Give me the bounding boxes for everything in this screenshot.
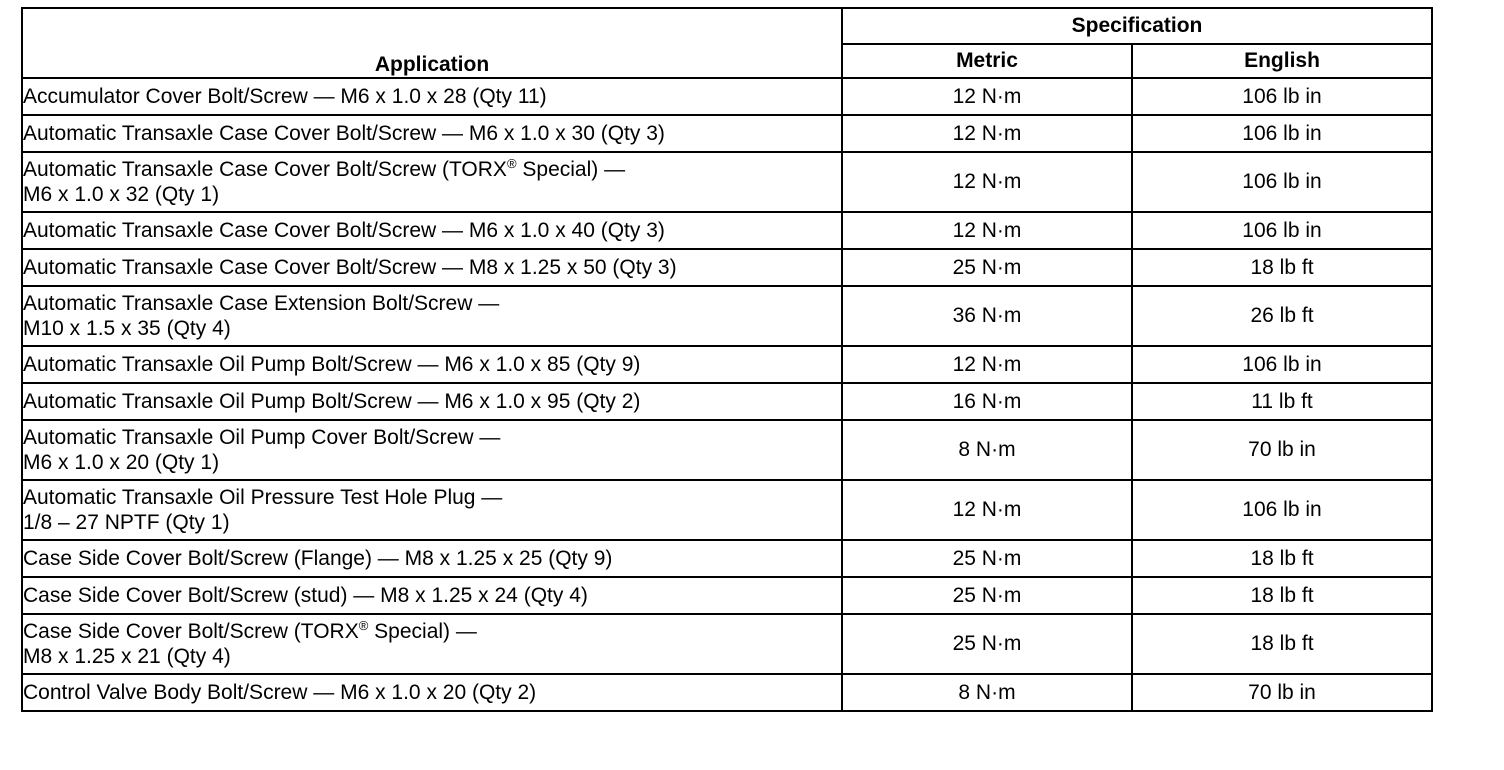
application-cell: Automatic Transaxle Case Cover Bolt/Screw — M6 x 1.0 x 40 (Qty 3)	[22, 212, 842, 249]
metric-cell: 12 N·m	[842, 346, 1132, 383]
table-row	[22, 152, 1432, 212]
metric-cell: 25 N·m	[842, 249, 1132, 286]
application-cell: Case Side Cover Bolt/Screw (TORX® Special) — M8 x 1.25 x 21 (Qty 4)	[22, 614, 842, 674]
metric-cell: 8 N·m	[842, 674, 1132, 711]
application-cell: Case Side Cover Bolt/Screw (stud) — M8 x 1.25 x 24 (Qty 4)	[22, 577, 842, 614]
table-row	[22, 614, 1432, 674]
table-row	[22, 78, 1432, 115]
english-cell: 18 lb ft	[1132, 249, 1432, 286]
table-row	[22, 286, 1432, 346]
english-cell: 26 lb ft	[1132, 286, 1432, 346]
table-row	[22, 577, 1432, 614]
metric-header: Metric	[842, 44, 1132, 78]
metric-cell: 25 N·m	[842, 614, 1132, 674]
metric-cell: 25 N·m	[842, 577, 1132, 614]
table-row	[22, 115, 1432, 152]
english-cell: 70 lb in	[1132, 674, 1432, 711]
application-cell: Automatic Transaxle Case Cover Bolt/Screw — M8 x 1.25 x 50 (Qty 3)	[22, 249, 842, 286]
table-row	[22, 212, 1432, 249]
english-cell: 106 lb in	[1132, 152, 1432, 212]
metric-cell: 12 N·m	[842, 115, 1132, 152]
table-row	[22, 383, 1432, 420]
registered-mark: ®	[506, 156, 517, 171]
application-cell: Automatic Transaxle Case Cover Bolt/Screw (TORX® Special) — M6 x 1.0 x 32 (Qty 1)	[22, 152, 842, 212]
application-cell: Automatic Transaxle Case Cover Bolt/Screw — M6 x 1.0 x 30 (Qty 3)	[22, 115, 842, 152]
english-header: English	[1132, 44, 1432, 78]
application-cell: Automatic Transaxle Oil Pump Bolt/Screw — M6 x 1.0 x 85 (Qty 9)	[22, 346, 842, 383]
metric-cell: 12 N·m	[842, 78, 1132, 115]
torque-spec-table	[21, 7, 1433, 712]
metric-cell: 12 N·m	[842, 152, 1132, 212]
application-cell: Automatic Transaxle Oil Pump Bolt/Screw — M6 x 1.0 x 95 (Qty 2)	[22, 383, 842, 420]
specification-header: Specification	[842, 8, 1432, 44]
table-row	[22, 480, 1432, 540]
english-cell: 106 lb in	[1132, 480, 1432, 540]
table-row	[22, 420, 1432, 480]
table-row	[22, 674, 1432, 711]
table-row	[22, 249, 1432, 286]
english-cell: 18 lb ft	[1132, 614, 1432, 674]
english-cell: 106 lb in	[1132, 346, 1432, 383]
english-cell: 70 lb in	[1132, 420, 1432, 480]
application-cell: Case Side Cover Bolt/Screw (Flange) — M8 x 1.25 x 25 (Qty 9)	[22, 540, 842, 577]
english-cell: 11 lb ft	[1132, 383, 1432, 420]
application-cell: Automatic Transaxle Case Extension Bolt/Screw — M10 x 1.5 x 35 (Qty 4)	[22, 286, 842, 346]
english-cell: 18 lb ft	[1132, 577, 1432, 614]
english-cell: 106 lb in	[1132, 115, 1432, 152]
table-row	[22, 540, 1432, 577]
english-cell: 18 lb ft	[1132, 540, 1432, 577]
metric-cell: 25 N·m	[842, 540, 1132, 577]
metric-cell: 12 N·m	[842, 212, 1132, 249]
english-cell: 106 lb in	[1132, 212, 1432, 249]
registered-mark: ®	[358, 618, 369, 633]
metric-cell: 16 N·m	[842, 383, 1132, 420]
metric-cell: 36 N·m	[842, 286, 1132, 346]
table-row	[22, 346, 1432, 383]
application-cell: Automatic Transaxle Oil Pressure Test Hole Plug — 1/8 – 27 NPTF (Qty 1)	[22, 480, 842, 540]
application-cell: Control Valve Body Bolt/Screw — M6 x 1.0 x 20 (Qty 2)	[22, 674, 842, 711]
english-cell: 106 lb in	[1132, 78, 1432, 115]
metric-cell: 12 N·m	[842, 480, 1132, 540]
application-cell: Accumulator Cover Bolt/Screw — M6 x 1.0 x 28 (Qty 11)	[22, 78, 842, 115]
metric-cell: 8 N·m	[842, 420, 1132, 480]
application-header: Application	[22, 8, 842, 78]
application-cell: Automatic Transaxle Oil Pump Cover Bolt/Screw — M6 x 1.0 x 20 (Qty 1)	[22, 420, 842, 480]
